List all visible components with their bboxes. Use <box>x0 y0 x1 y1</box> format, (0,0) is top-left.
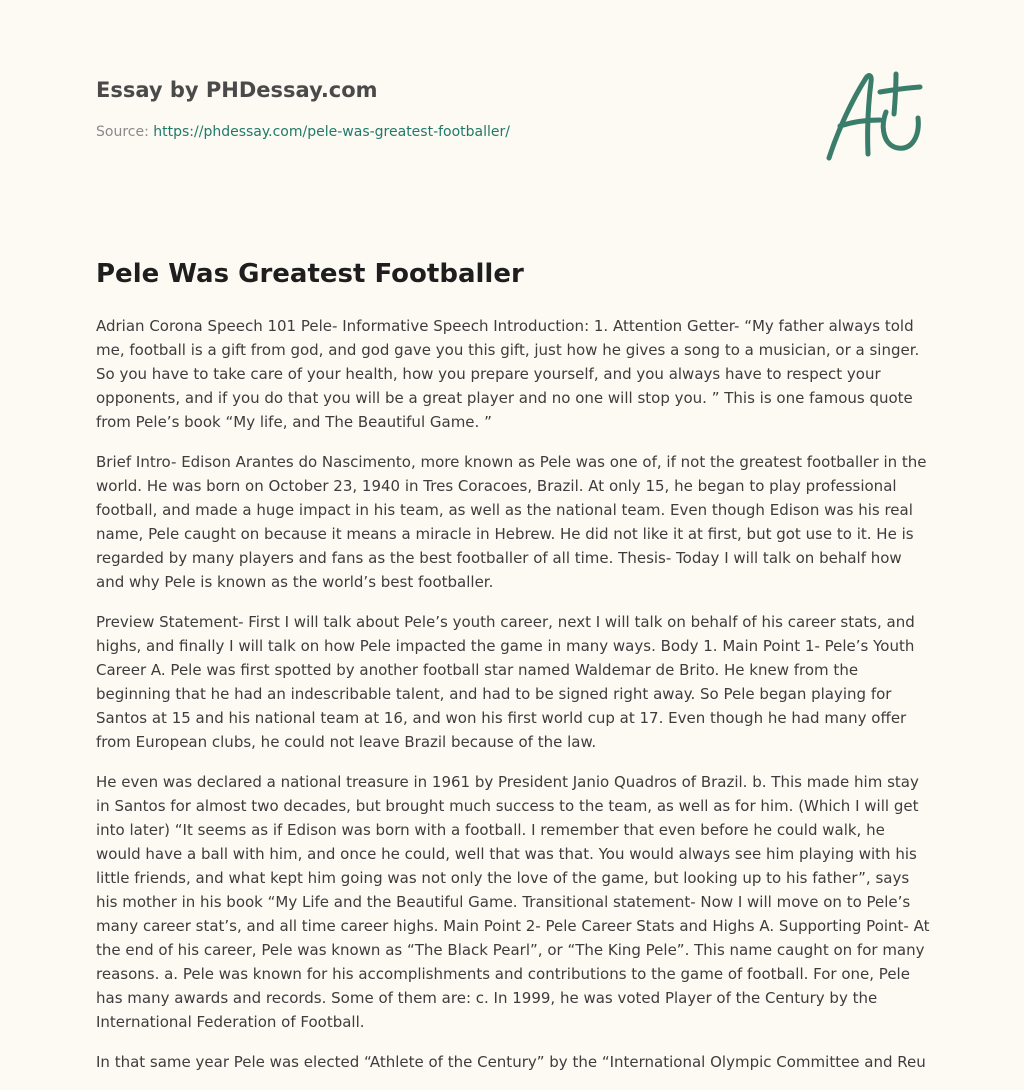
essay-paragraph: He even was declared a national treasure in 1961 by President Janio Quadros of Brazil. b. This made him stay in Santos for almost two decades, but brought much success to the team, as well as for him. (Which I will get into later) “It seems as if Edison was born with a football. I remember that even before he could walk, he would have a ball with him, and once he could, well that was that. You would always see him playing with his little friends, and what kept him going was not only the love of the game, but looking up to his father”, says his mother in his book “My Life and the Beautiful Game. Transitional statement- Now I will move on to Pele’s many career stat’s, and all time career highs. Main Point 2- Pele Career Stats and Highs A. Supporting Point- At the end of his career, Pele was known as “The Black Pearl”, or “The King Pele”. This name caught on for many reasons. a. Pele was known for his accomplishments and contributions to the game of football. For one, Pele has many awards and records. Some of them are: c. In 1999, he was voted Player of the Century by the International Federation of Football. <box>96 773 930 1031</box>
essay-body <box>96 314 932 1090</box>
source-label: Source: <box>96 124 154 140</box>
a-plus-grade-icon <box>822 66 926 164</box>
essay-paragraph: Preview Statement- First I will talk about Pele’s youth career, next I will talk on behalf of his career stats, and highs, and finally I will talk on how Pele impacted the game in many ways. Body 1. Main Point 1- Pele’s Youth Career A. Pele was first spotted by another football star named Waldemar de Brito. He knew from the beginning that he had an indescribable talent, and had to be signed right away. So Pele began playing for Santos at 15 and his national team at 16, and won his first world cup at 17. Even though he had many offer from European clubs, he could not leave Brazil because of the law. <box>96 613 915 751</box>
essay-header <box>96 76 796 142</box>
essay-title: Pele Was Greatest Footballer <box>96 259 524 289</box>
brand-title: Essay by PHDessay.com <box>96 78 378 102</box>
essay-paragraph: Brief Intro- Edison Arantes do Nascimento, more known as Pele was one of, if not the greatest footballer in the world. He was born on October 23, 1940 in Tres Coracoes, Brazil. At only 15, he began to play professional football, and made a huge impact in his team, as well as the national team. Even though Edison was his real name, Pele caught on because it means a miracle in Hebrew. He did not like it at first, but got use to it. He is regarded by many players and fans as the best footballer of all time. Thesis- Today I will talk on behalf how and why Pele is known as the world’s best footballer. <box>96 453 927 591</box>
essay-paragraph: In that same year Pele was elected “Athlete of the Century” by the “International Olympic Committee and Reu <box>96 1053 926 1071</box>
source-line <box>96 122 796 142</box>
essay-paragraph: Adrian Corona Speech 101 Pele- Informative Speech Introduction: 1. Attention Getter- “My father always told me, football is a gift from god, and god gave you this gift, just how he gives a song to a musician, or a singer. So you have to take care of your health, how you prepare yourself, and you always have to respect your opponents, and if you do that you will be a great player and no one will stop you. ” This is one famous quote from Pele’s book “My life, and The Beautiful Game. ” <box>96 317 920 431</box>
source-link[interactable]: https://phdessay.com/pele-was-greatest-footballer/ <box>153 124 511 140</box>
